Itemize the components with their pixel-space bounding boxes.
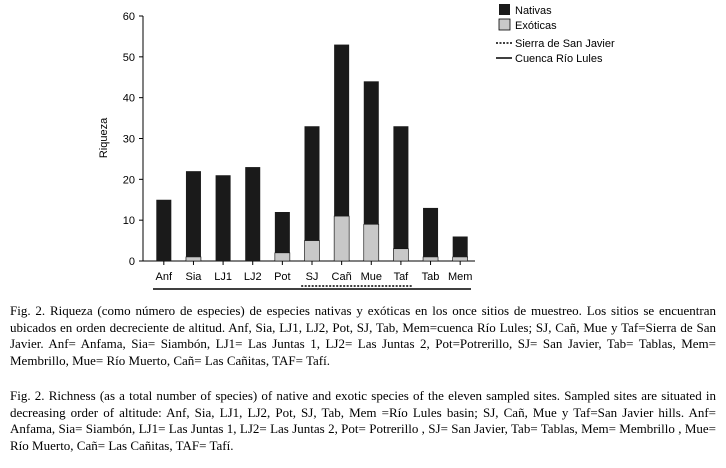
- bars: [156, 45, 467, 261]
- x-tick-label: Tab: [421, 271, 440, 283]
- bar-nativas: [245, 167, 260, 261]
- x-tick-label: LJ2: [243, 271, 262, 283]
- bar-exoticas: [275, 253, 290, 261]
- bar-nativas: [305, 126, 320, 240]
- bar-exoticas: [186, 257, 201, 261]
- bar-exoticas: [453, 257, 468, 261]
- figure-caption-es: Fig. 2. Riqueza (como número de especies) de especies nativas y exóticas en los once sitios de muestreo. Los sitios se encuentran ubicados en orden decreciente de altitud. Anf, Sia, LJ1, LJ2, Pot, SJ, Tab, Mem=cuenca Río Lules; SJ, Cañ, Mue y Taf=Sierra de San Javier. Anf= Anfama, Sia= Siambón, LJ1= Las Juntas 1, LJ2= Las Juntas 2, Pot=Potrerillo, SJ= San Javier, Tab= Tablas, Mem= Membrillo, Mue= Río Muerto, Cañ= Las Cañitas, TAF= Tafí.: [10, 303, 716, 368]
- bar-exoticas: [364, 224, 379, 261]
- y-tick-label: 10: [122, 215, 135, 228]
- y-tick-label: 50: [122, 51, 135, 64]
- bar-exoticas: [423, 257, 438, 261]
- bar-nativas: [275, 212, 290, 253]
- y-axis-label: Riqueza: [98, 117, 110, 159]
- bar-nativas: [334, 45, 349, 217]
- bar-nativas: [423, 208, 438, 257]
- x-tick-label: SJ: [305, 271, 319, 283]
- site-groupings: [153, 286, 471, 289]
- x-tick-label: Taf: [393, 271, 409, 283]
- x-tick-label: Anf: [155, 271, 173, 283]
- legend-label-exoticas: Exóticas: [515, 20, 557, 32]
- x-tick-label: Sia: [185, 271, 202, 283]
- figure-caption-en: Fig. 2. Richness (as a total number of species) of native and exotic species of the eleven sampled sites. Sampled sites are situated in decreasing order of altitude: Anf, Sia, LJ1, LJ2, Pot, SJ, Tab, Mem =Río Lules basin; SJ, Cañ, Mue y Taf=San Javier hills. Anf= Anfama, Sia= Siambón, LJ1= Las Juntas 1, LJ2= Las Juntas 2, Pot= Potrerillo , SJ= San Javier, Tab= Tablas, Mem= Membrillo , Mue= Río Muerto, Cañ= Las Cañitas, TAF= Tafí.: [10, 388, 716, 453]
- y-tick-label: 20: [122, 174, 135, 187]
- x-tick-label: Pot: [274, 271, 291, 283]
- bar-nativas: [156, 200, 171, 261]
- x-tick-label: LJ1: [214, 271, 232, 283]
- bar-exoticas: [334, 216, 349, 261]
- legend-label-nativas: Nativas: [515, 5, 552, 17]
- bar-nativas: [364, 81, 379, 224]
- x-tick-label: Mue: [360, 271, 382, 283]
- y-tick-label: 0: [128, 256, 135, 268]
- bar-nativas: [216, 175, 231, 261]
- legend-swatch-nativas: [499, 4, 510, 15]
- y-tick-label: 40: [122, 92, 135, 105]
- legend: [496, 4, 615, 65]
- x-tick-label: Mem: [447, 271, 473, 283]
- bar-nativas: [393, 126, 408, 249]
- y-axis: [123, 11, 143, 268]
- x-axis: [143, 261, 475, 283]
- legend-label-cuenca: Cuenca Río Lules: [515, 53, 603, 65]
- y-tick-label: 30: [122, 133, 135, 146]
- bar-exoticas: [393, 249, 408, 261]
- bar-exoticas: [305, 241, 320, 261]
- y-tick-label: 60: [122, 11, 135, 23]
- bar-nativas: [186, 171, 201, 257]
- legend-label-sierra: Sierra de San Javier: [515, 38, 615, 50]
- x-tick-label: Cañ: [331, 271, 352, 283]
- legend-swatch-exoticas: [499, 19, 510, 30]
- bar-nativas: [453, 237, 468, 257]
